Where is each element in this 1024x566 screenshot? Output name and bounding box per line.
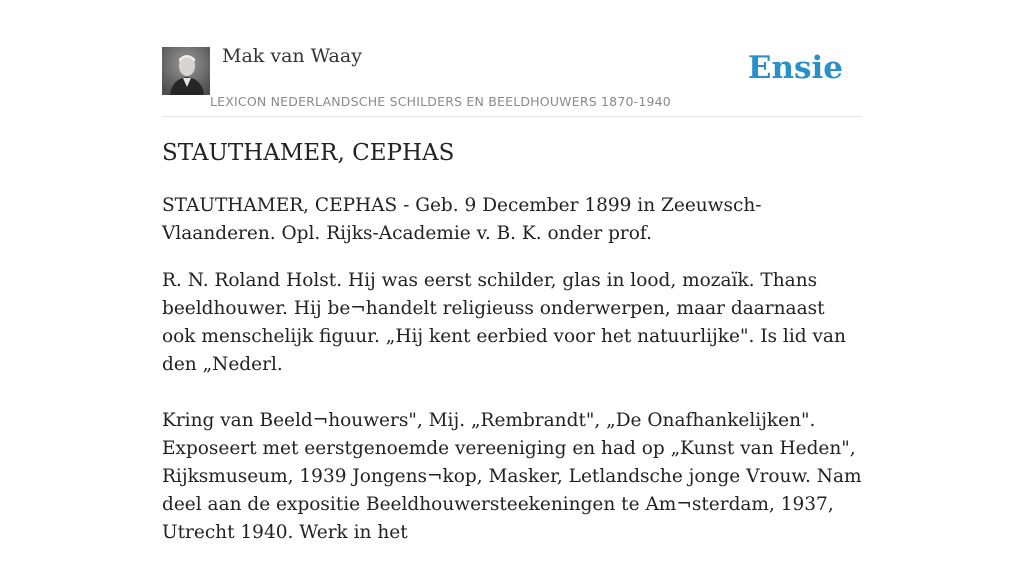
article-paragraph: Kring van Beeld¬houwers", Mij. „Rembrandt", „De Onafhankelijken". Exposeert met eerstgenoemde vereeniging en had op „Kunst van Heden", Rijksmuseum, 1939 Jongens¬kop, Masker, Letlandsche jonge Vrouw. Nam deel aan de expositie Beeldhouwersteekeningen te Am¬sterdam, 1937, Utrecht 1940. Werk in het (162, 410, 862, 543)
author-avatar[interactable] (162, 47, 210, 95)
author-portrait-icon (162, 47, 210, 95)
author-name[interactable]: Mak van Waay (222, 45, 362, 67)
article-paragraph: STAUTHAMER, CEPHAS - Geb. 9 December 1899 in Zeeuwsch-Vlaanderen. Opl. Rijks-Academie v. B. K. onder prof. (162, 195, 762, 244)
ensie-logo[interactable]: Ensie (747, 50, 843, 86)
content-column (162, 0, 862, 543)
article-body (162, 192, 862, 566)
source-lexicon-title[interactable]: LEXICON NEDERLANDSCHE SCHILDERS EN BEELDHOUWERS 1870-1940 (210, 94, 671, 109)
article-title: STAUTHAMER, CEPHAS (162, 140, 455, 166)
article-paragraph: R. N. Roland Holst. Hij was eerst schilder, glas in lood, mozaïk. Thans beeldhouwer. Hij be¬handelt religieuss onderwerpen, maar daarnaast ook menschelijk figuur. „Hij kent eerbied voor het natuurlijke". Is lid van den „Nederl. (162, 270, 846, 375)
article-header (162, 0, 862, 117)
